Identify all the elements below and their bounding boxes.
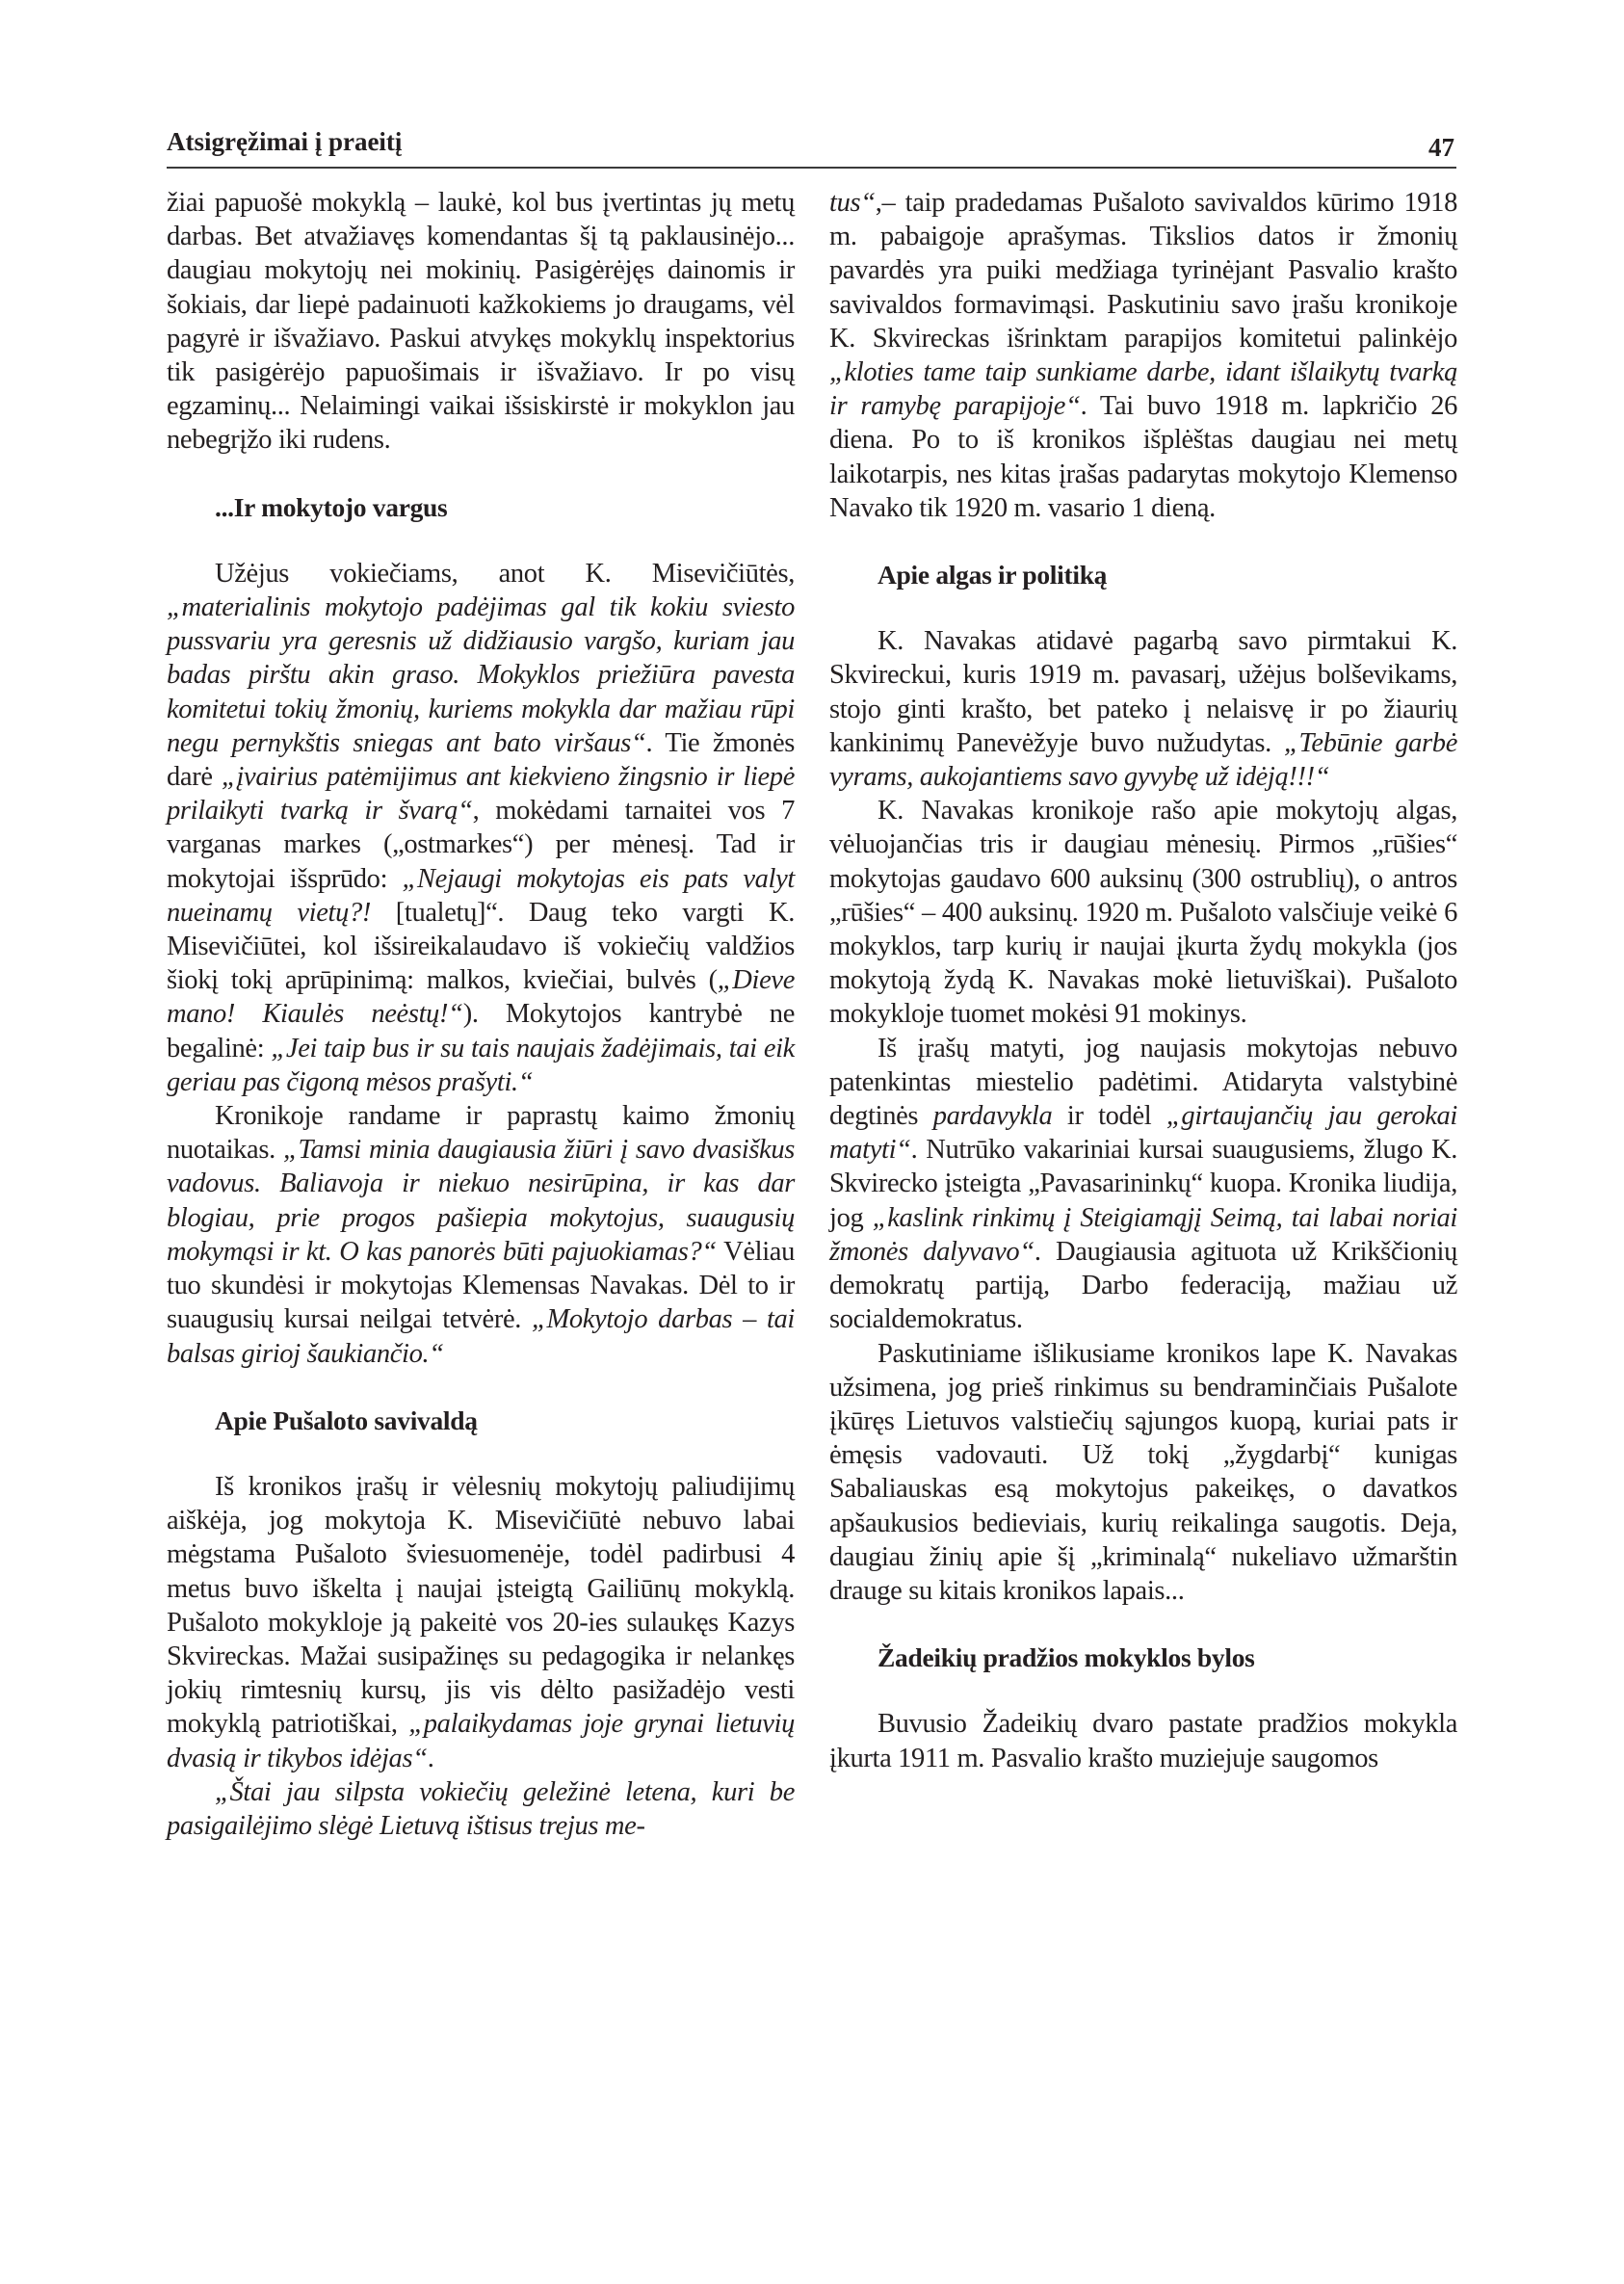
section-heading: Žadeikių pradžios mokyklos bylos — [877, 1642, 1255, 1673]
paragraph: Kronikoje randame ir paprastų kaimo žmonių nuotaikas. „Tamsi minia daugiausia žiūri į savo dvasiškus vadovus. Baliavoja ir niekuo nesirūpina, ir kas dar blogiau, prie progos pašiepia mokytojus, suaugusių mokymąsi ir kt. O kas panorės būti pajuokiamas?“ Vėliau tuo skundėsi ir mokytojas Klemensas Navakas. Dėl to ir suaugusių kursai neilgai tetvėrė. „Mokytojo darbas – tai balsas girioj šaukiančio.“ — [167, 1101, 796, 1369]
section-heading: ...Ir mokytojo vargus — [215, 491, 448, 522]
paragraph: Iš kronikos įrašų ir vėlesnių mokytojų paliudijimų aiškėja, jog mokytoja K. Misevičiūtė nebuvo labai mėgstama Pušaloto šviesuomenėje, todėl padirbusi 4 metus buvo iškelta į naujai įsteigtą Gailiūnų mokyklą. Pušaloto mokykloje ją pakeitė vos 20-ies sulaukęs Kazys Skvireckas. Mažai susipažinęs su pedagogika ir nelankęs jokių rimtesnių kursų, jis vis dėlto pasižadėjo vesti mokyklą patriotiškai, „palaikydamas joje grynai lietuvių dvasią ir tikybos idėjas“. — [167, 1471, 795, 1773]
section-heading: Apie algas ir politiką — [877, 560, 1108, 591]
paragraph: Paskutiniame išlikusiame kronikos lape K. Navakas užsimena, jog prieš rinkimus su bendraminčiais Pušalote įkūręs Lietuvos valstiečių sąjungos kuopą, kuriai pats ir ėmęsis vadovauti. Už tokį „žygdarbį“ kunigas Sabaliauskas esą mokytojus pakeikęs, o davatkos apšaukusios bedieviais, kurių reikalinga saugotis. Deja, daugiau žinių apie šį „kriminalą“ nukeliavo užmarštin drauge su kitais kronikos lapais... — [829, 1338, 1457, 1606]
section-heading: Apie Pušaloto savivaldą — [215, 1405, 478, 1435]
paragraph: „Štai jau silpsta vokiečių geležinė letena, kuri be pasigailėjimo slėgė Lietuvą ištisus trejus me- — [167, 1776, 795, 1841]
paragraph: Užėjus vokiečiams, anot K. Misevičiūtės, „materialinis mokytojo padėjimas gal tik kokiu sviesto pussvariu yra geresnis už didžiausio vargšo, kuriam jau badas pirštu akin graso. Mokyklos priežiūra pavesta komitetui tokių žmonių, kuriems mokykla dar mažiau rūpi negu pernykštis sniegas ant bato viršaus“. Tie žmonės darė „įvairius patėmijimus ant kiekvieno žingsnio ir liepė prilaikyti tvarką ir švarą“, mokėdami tarnaitei vos 7 varganas markes („ostmarkes“) per mėnesį. Tad ir mokytojai išsprūdo: „Nejaugi mokytojas eis pats valyt nueinamų vietų?! [tualetų]“. Daug teko vargti K. Misevičiūtei, kol išsireikalaudavo iš vokiečių valdžios šiokį tokį aprūpinimą: malkos, kviečiai, bulvės („Dieve mano! Kiaulės neėstų!“). Mokytojos kantrybė ne begalinė: „Jei taip bus ir su tais naujais žadėjimais, tai eik geriau pas čigoną mėsos prašyti.“ — [167, 558, 796, 1097]
right-column — [829, 186, 1457, 1775]
paragraph: K. Navakas kronikoje rašo apie mokytojų algas, vėluojančias tris ir daugiau mėnesių. Pirmos „rūšies“ mokytojas gaudavo 600 auksinų (300 ostrublių), o antros „rūšies“ – 400 auksinų. 1920 m. Pušaloto valsčiuje veikė 6 mokyklos, tarp kurių ir naujai įkurta žydų mokykla (jos mokytoją žydą K. Navakas mokė lietuviškai). Pušaloto mokykloje tuomet mokėsi 91 mokinys. — [829, 796, 1457, 1030]
paragraph: K. Navakas atidavė pagarbą savo pirmtakui K. Skvireckui, kuris 1919 m. pavasarį, užėjus bolševikams, stojo ginti krašto, bet pateko į nelaisvę ir po žiaurių kankinimų Panevėžyje buvo nužudytas. „Tebūnie garbė vyrams, aukojantiems savo gyvybę už idėją!!!“ — [829, 626, 1457, 793]
paragraph: žiai papuošė mokyklą – laukė, kol bus įvertintas jų metų darbas. Bet atvažiavęs komendantas šį tą paklausinėjo... daugiau mokytojų nei mokinių. Pasigėrėjęs dainomis ir šokiais, dar liepė padainuoti kažkokiems jo draugams, vėl pagyrė ir išvažiavo. Paskui atvykęs mokyklų inspektorius tik pasigėrėjo papuošimais ir išvažiavo. Ir po visų egzaminų... Nelaimingi vaikai išsiskirstė ir mokyklon jau nebegrįžo iki rudens. — [167, 188, 795, 456]
running-header — [167, 123, 1456, 169]
paragraph: Iš įrašų matyti, jog naujasis mokytojas nebuvo patenkintas miestelio padėtimi. Atidaryta valstybinė degtinės pardavykla ir todėl „girtaujančių jau gerokai matyti“. Nutrūko vakariniai kursai suaugusiems, žlugo K. Skvirecko įsteigta „Pavasarininkų“ kuopa. Kronika liudija, jog „kaslink rinkimų į Steigiamąjį Seimą, tai labai noriai žmonės dalyvavo“. Daugiausia agituota už Krikščionių demokratų partiją, Darbo federaciją, mažiau už socialdemokratus. — [829, 1033, 1458, 1335]
paragraph: Buvusio Žadeikių dvaro pastate pradžios mokykla įkurta 1911 m. Pasvalio krašto muziejuje saugomos — [829, 1709, 1457, 1773]
page-number: 47 — [1428, 133, 1454, 162]
left-column — [167, 186, 795, 1843]
paragraph: tus“,– taip pradedamas Pušaloto savivaldos kūrimo 1918 m. pabaigoje aprašymas. Tikslios datos ir žmonių pavardės yra puiki medžiaga tyrinėjant Pasvalio krašto savivaldos formavimąsi. Paskutiniu savo įrašu kronikoje K. Skvireckas išrinktam parapijos komitetui palinkėjo „kloties tame taip sunkiame darbe, idant išlaikytų tvarką ir ramybę parapijoje“. Tai buvo 1918 m. lapkričio 26 diena. Po to iš kronikos išplėštas daugiau nei metų laikotarpis, nes kitas įrašas padarytas mokytojo Klemenso Navako tik 1920 m. vasario 1 dieną. — [829, 188, 1457, 523]
running-title: Atsigręžimai į praeitį — [167, 127, 403, 156]
